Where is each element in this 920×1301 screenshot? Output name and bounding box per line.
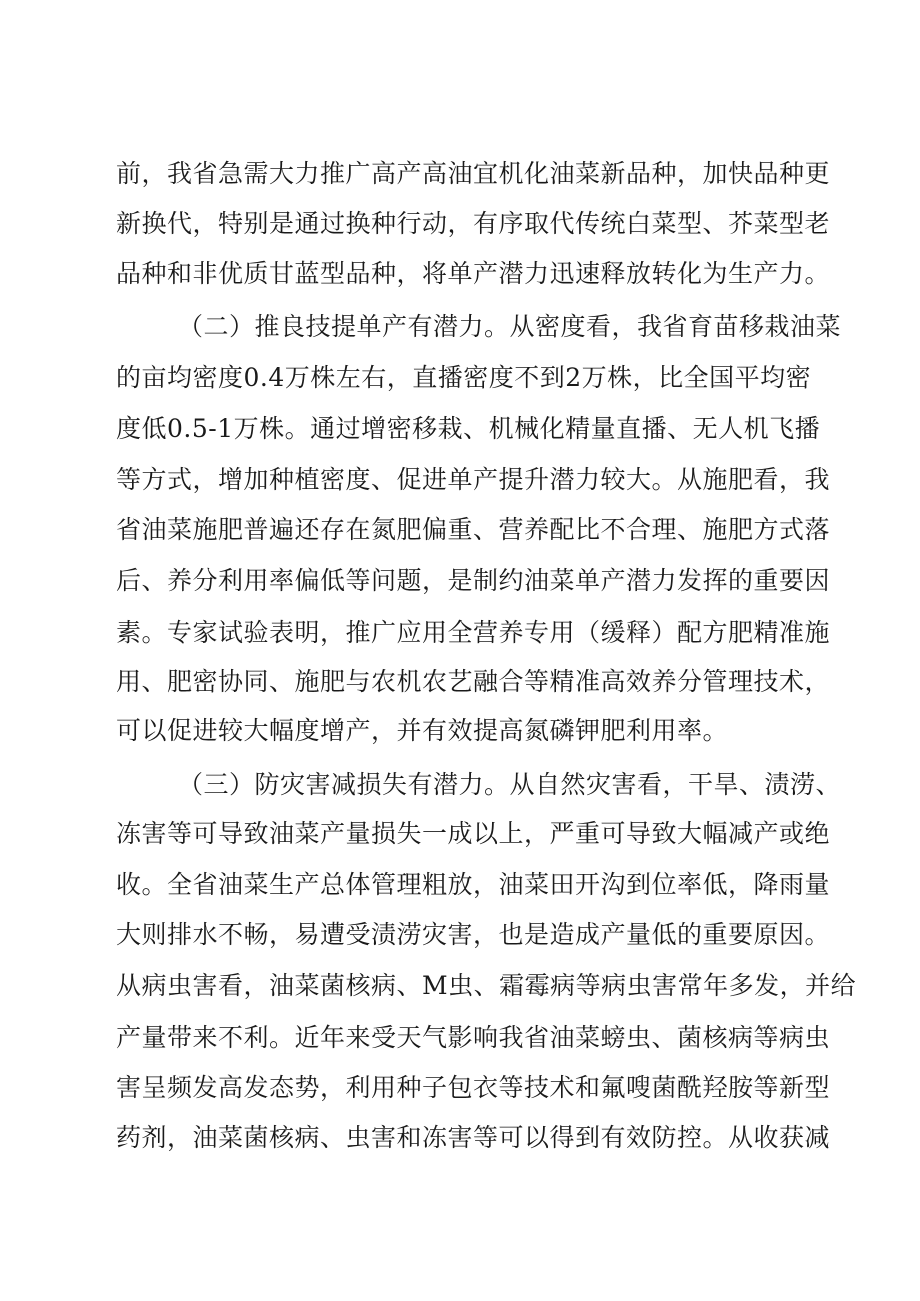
paragraph-2-line-8: 用、肥密协同、施肥与农机农艺融合等精准高效养分管理技术，	[116, 667, 831, 696]
paragraph-3-line-3: 收。全省油菜生产总体管理粗放，油菜田开沟到位率低，降雨量	[116, 870, 831, 899]
paragraph-2-line-1: （二）推良技提单产有潜力。从密度看，我省育苗移栽油菜	[178, 312, 842, 341]
paragraph-2-line-7: 素。专家试验表明，推广应用全营养专用（缓释）配方肥精准施	[116, 618, 831, 647]
paragraph-2-line-4: 等方式，增加种植密度、促进单产提升潜力较大。从施肥看，我	[116, 465, 831, 494]
paragraph-3-line-4: 大则排水不畅，易遭受渍涝灾害，也是造成产量低的重要原因。	[116, 920, 831, 949]
paragraph-2-line-9: 可以促进较大幅度增产，并有效提高氮磷钾肥利用率。	[116, 716, 729, 745]
paragraph-3-line-7: 害呈频发高发态势，利用种子包衣等技术和氟嗖菌酰羟胺等新型	[116, 1073, 831, 1102]
paragraph-3-line-1: （三）防灾害减损失有潜力。从自然灾害看，干旱、渍涝、	[178, 770, 842, 799]
paragraph-3-line-8: 药剂，油菜菌核病、虫害和冻害等可以得到有效防控。从收获减	[116, 1123, 831, 1152]
paragraph-2-line-3: 度低0.5-1万株。通过增密移栽、机械化精量直播、无人机飞播	[116, 414, 821, 443]
paragraph-1-line-2: 新换代，特别是通过换种行动，有序取代传统白菜型、芥菜型老	[116, 209, 831, 238]
paragraph-3-line-6: 产量带来不利。近年来受天气影响我省油菜螃虫、菌核病等病虫	[116, 1023, 831, 1052]
paragraph-2-line-2: 的亩均密度0.4万株左右，直播密度不到2万株，比全国平均密	[116, 363, 812, 392]
paragraph-2-line-6: 后、养分利用率偏低等问题，是制约油菜单产潜力发挥的重要因	[116, 566, 831, 595]
paragraph-3-line-5: 从病虫害看，油菜菌核病、M虫、霜霉病等病虫害常年多发，并给	[116, 971, 857, 1000]
paragraph-1-line-3: 品种和非优质甘蓝型品种，将单产潜力迅速释放转化为生产力。	[116, 259, 831, 288]
paragraph-3-line-2: 冻害等可导致油菜产量损失一成以上，严重可导致大幅减产或绝	[116, 819, 831, 848]
paragraph-1-line-1: 前，我省急需大力推广高产高油宜机化油菜新品种，加快品种更	[116, 159, 831, 188]
paragraph-2-line-5: 省油菜施肥普遍还存在氮肥偏重、营养配比不合理、施肥方式落	[116, 515, 831, 544]
